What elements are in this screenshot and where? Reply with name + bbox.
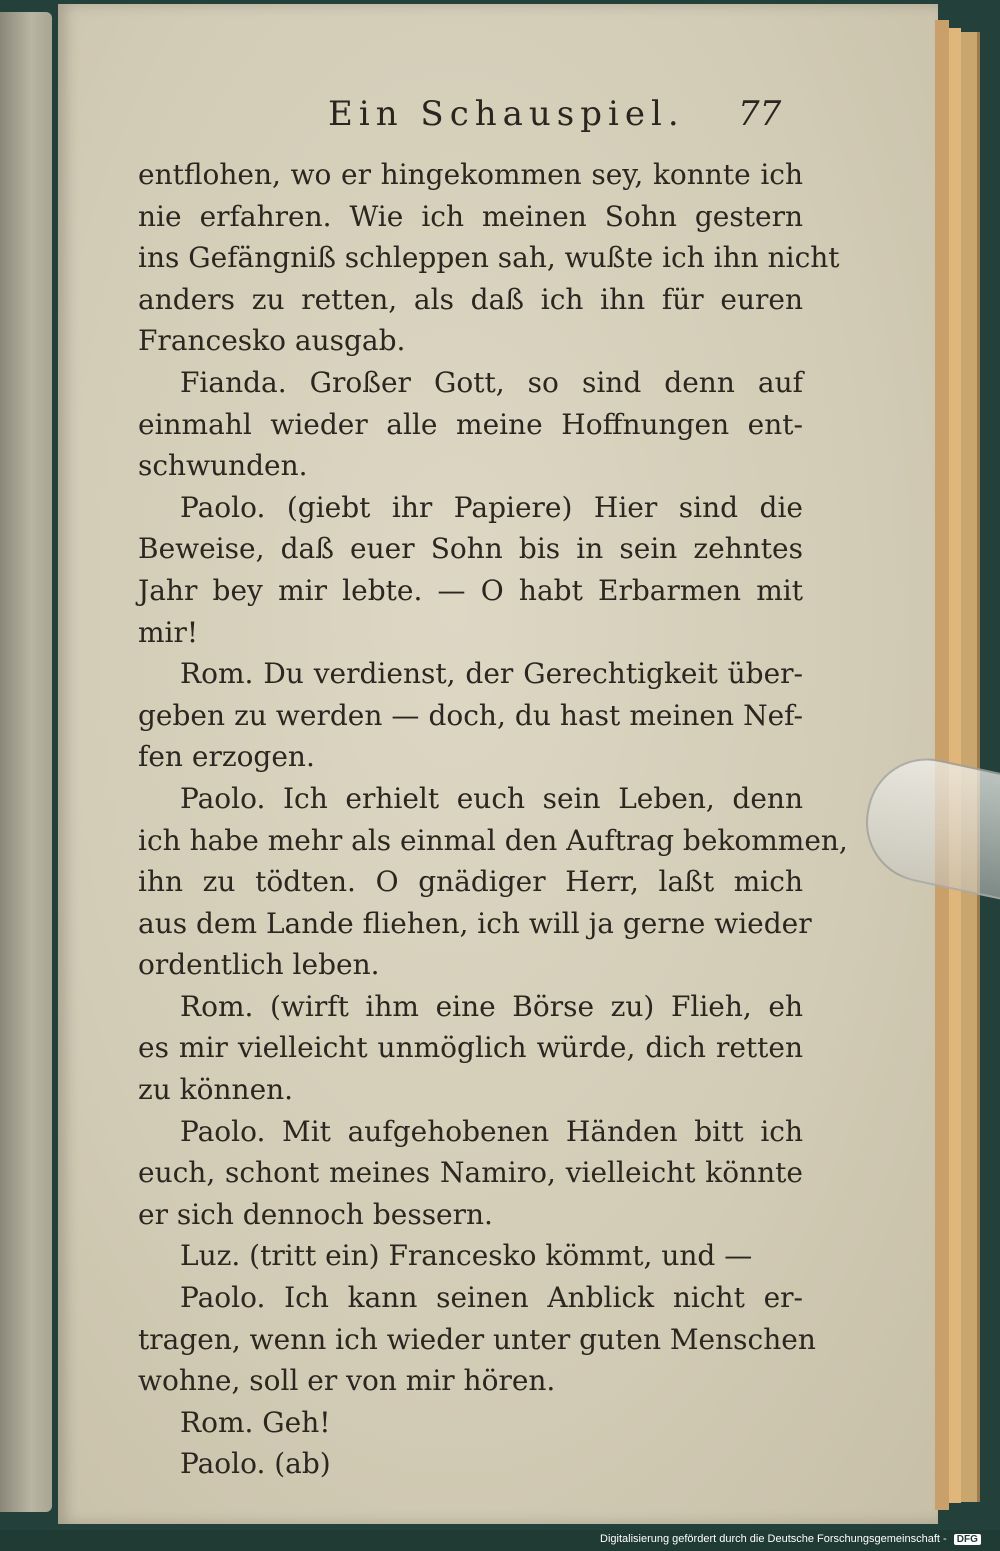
text-line: ordentlich leben. bbox=[138, 948, 380, 982]
text-line: euch, schont meines Namiro, vielleicht könnte bbox=[138, 1156, 803, 1190]
text-line: Paolo. (ab) bbox=[180, 1447, 331, 1481]
text-line: Rom. Geh! bbox=[180, 1405, 331, 1439]
text-line: schwunden. bbox=[138, 449, 308, 483]
text-line: entflohen, wo er hingekommen sey, konnte ich bbox=[138, 158, 803, 191]
text-line: Paolo. Ich erhielt euch sein Leben, denn bbox=[180, 781, 803, 815]
text-line: Paolo. (giebt ihr Papiere) Hier sind die bbox=[180, 490, 803, 524]
text-line: Rom. (wirft ihm eine Börse zu) Flieh, eh bbox=[180, 989, 803, 1023]
text-line: Paolo. Ich kann seinen Anblick nicht er- bbox=[180, 1281, 803, 1315]
text-line: wohne, soll er von mir hören. bbox=[138, 1364, 556, 1398]
book-page bbox=[58, 4, 938, 1524]
text-line: Jahr bey mir lebte. — O habt Erbarmen mit bbox=[138, 573, 803, 607]
page-text bbox=[138, 154, 848, 1485]
credit-text: Digitalisierung gefördert durch die Deutsche Forschungsgemeinschaft - bbox=[600, 1533, 947, 1545]
text-line: Rom. Du verdienst, der Gerechtigkeit über- bbox=[180, 657, 803, 691]
text-line: aus dem Lande fliehen, ich will ja gerne wieder bbox=[138, 906, 812, 940]
text-line: Beweise, daß euer Sohn bis in sein zehntes bbox=[138, 532, 803, 566]
text-line: ins Gefängniß schleppen sah, wußte ich ihn nicht bbox=[138, 241, 840, 275]
text-line: Luz. (tritt ein) Francesko kömmt, und — bbox=[180, 1239, 753, 1273]
text-line: Fianda. Großer Gott, so sind denn auf bbox=[180, 365, 803, 399]
text-line: mir! bbox=[138, 615, 199, 649]
text-line: ich habe mehr als einmal den Auftrag bekommen, bbox=[138, 823, 848, 857]
text-line: nie erfahren. Wie ich meinen Sohn gestern bbox=[138, 199, 803, 233]
text-line: zu können. bbox=[138, 1073, 294, 1107]
text-line: es mir vielleicht unmöglich würde, dich retten bbox=[138, 1031, 803, 1065]
page-number: 77 bbox=[738, 94, 782, 134]
text-line: Francesko ausgab. bbox=[138, 324, 406, 358]
text-line: geben zu werden — doch, du hast meinen Nef- bbox=[138, 698, 803, 732]
text-line: tragen, wenn ich wieder unter guten Menschen bbox=[138, 1322, 816, 1356]
digitization-credit bbox=[600, 1533, 981, 1545]
text-line: Paolo. Mit aufgehobenen Händen bitt ich bbox=[180, 1114, 803, 1148]
text-line: fen erzogen. bbox=[138, 740, 315, 774]
dfg-logo-icon: DFG bbox=[954, 1534, 981, 1545]
text-line: ihn zu tödten. O gnädiger Herr, laßt mich bbox=[138, 865, 803, 899]
text-line: anders zu retten, als daß ich ihn für euren bbox=[138, 282, 803, 316]
running-title: Ein Schauspiel. bbox=[328, 94, 685, 134]
text-line: er sich dennoch bessern. bbox=[138, 1197, 493, 1231]
text-line: einmahl wieder alle meine Hoffnungen ent- bbox=[138, 407, 803, 441]
left-page-edge bbox=[0, 12, 52, 1512]
page-header bbox=[58, 94, 938, 144]
